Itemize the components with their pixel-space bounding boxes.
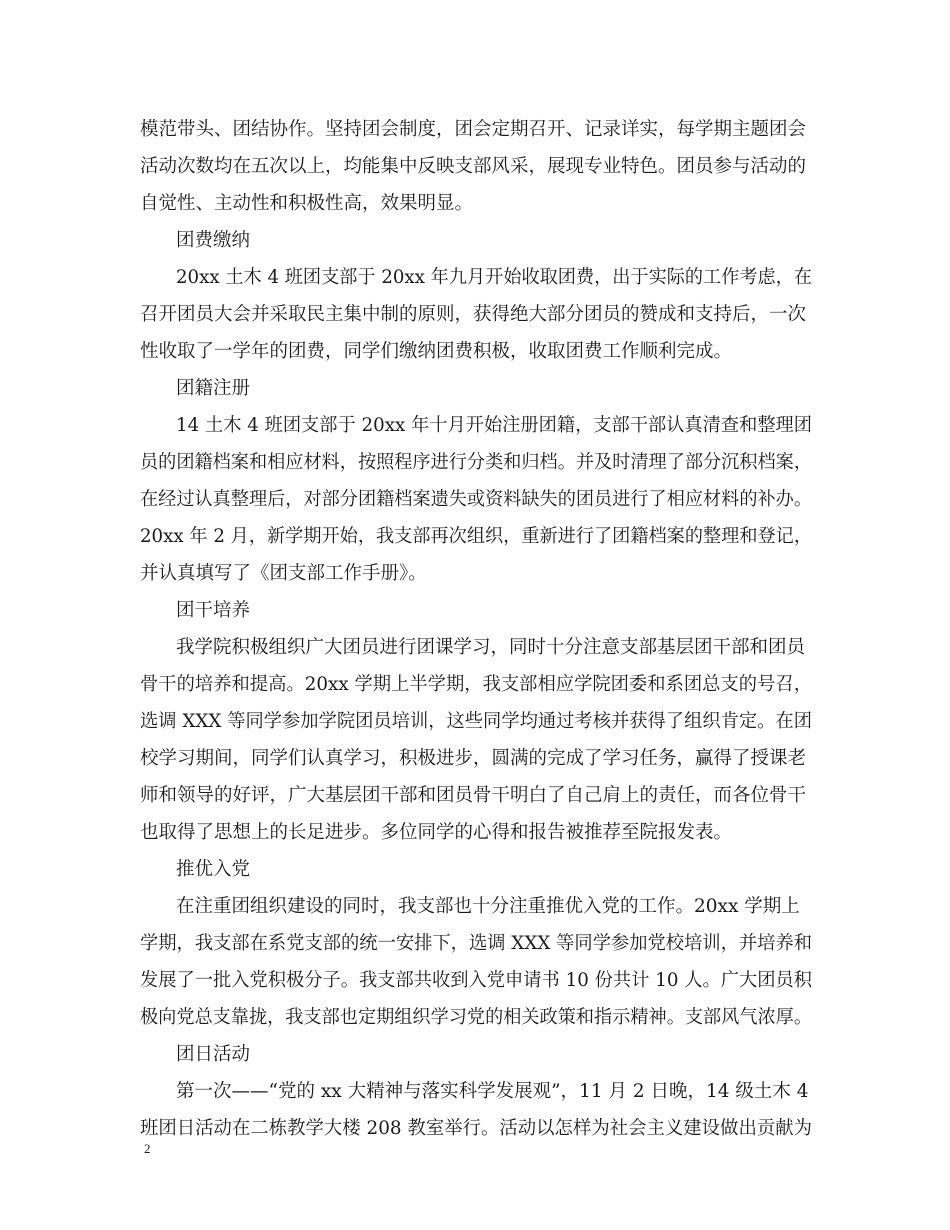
text-line: 学期，我支部在系党支部的统一安排下，选调 XXX 等同学参加党校培训，并培养和: [140, 933, 812, 954]
text-line: 在经过认真整理后，对部分团籍档案遗失或资料缺失的团员进行了相应材料的补办。: [140, 489, 812, 510]
text-line: 班团日活动在二栋教学大楼 208 教室举行。活动以怎样为社会主义建设做出贡献为: [140, 1118, 812, 1139]
text-line: 员的团籍档案和相应材料，按照程序进行分类和归档。并及时清理了部分沉积档案，: [140, 452, 812, 473]
text-line: 活动次数均在五次以上，均能集中反映支部风采，展现专业特色。团员参与活动的: [140, 156, 807, 177]
text-line: 发展了一批入党积极分子。我支部共收到入党申请书 10 份共计 10 人。广大团员积: [140, 970, 812, 991]
text-line: 极向党总支靠拢，我支部也定期组织学习党的相关政策和指示精神。支部风气浓厚。: [140, 1007, 812, 1028]
text-line: 14 土木 4 班团支部于 20xx 年十月开始注册团籍，支部干部认真清查和整理团: [176, 415, 812, 436]
text-line: 团费缴纳: [176, 230, 251, 251]
text-line: 团干培养: [176, 600, 251, 621]
page-number: 2: [144, 1141, 151, 1156]
text-line: 在注重团组织建设的同时，我支部也十分注重推优入党的工作。20xx 学期上: [176, 896, 800, 917]
text-line: 20xx 年 2 月，新学期开始，我支部再次组织，重新进行了团籍档案的整理和登记，: [140, 526, 812, 547]
text-line: 团籍注册: [176, 378, 251, 399]
text-line: 第一次——“党的 xx 大精神与落实科学发展观”，11 月 2 日晚，14 级土木 4: [176, 1081, 809, 1102]
text-line: 并认真填写了《团支部工作手册》。: [140, 563, 427, 584]
text-line: 性收取了一学年的团费，同学们缴纳团费积极，收取团费工作顺利完成。: [140, 341, 733, 362]
text-line: 推优入党: [176, 859, 251, 880]
text-line: 团日活动: [176, 1044, 251, 1065]
text-line: 也取得了思想上的长足进步。多位同学的心得和报告被推荐至院报发表。: [140, 822, 733, 843]
text-line: 自觉性、主动性和积极性高，效果明显。: [140, 193, 474, 214]
text-line: 骨干的培养和提高。20xx 学期上半学期，我支部相应学院团委和系团总支的号召，: [140, 674, 812, 695]
text-line: 校学习期间，同学们认真学习，积极进步，圆满的完成了学习任务，赢得了授课老: [140, 748, 807, 769]
text-line: 师和领导的好评，广大基层团干部和团员骨干明白了自己肩上的责任，而各位骨干: [140, 785, 807, 806]
text-line: 20xx 土木 4 班团支部于 20xx 年九月开始收取团费，出于实际的工作考虑，在: [176, 267, 812, 288]
text-line: 召开团员大会并采取民主集中制的原则，获得绝大部分团员的赞成和支持后，一次: [140, 304, 807, 325]
text-line: 选调 XXX 等同学参加学院团员培训，这些同学均通过考核并获得了组织肯定。在团: [140, 711, 812, 732]
text-line: 我学院积极组织广大团员进行团课学习，同时十分注意支部基层团干部和团员: [176, 637, 806, 658]
text-line: 模范带头、团结协作。坚持团会制度，团会定期召开、记录详实，每学期主题团会: [140, 119, 807, 140]
